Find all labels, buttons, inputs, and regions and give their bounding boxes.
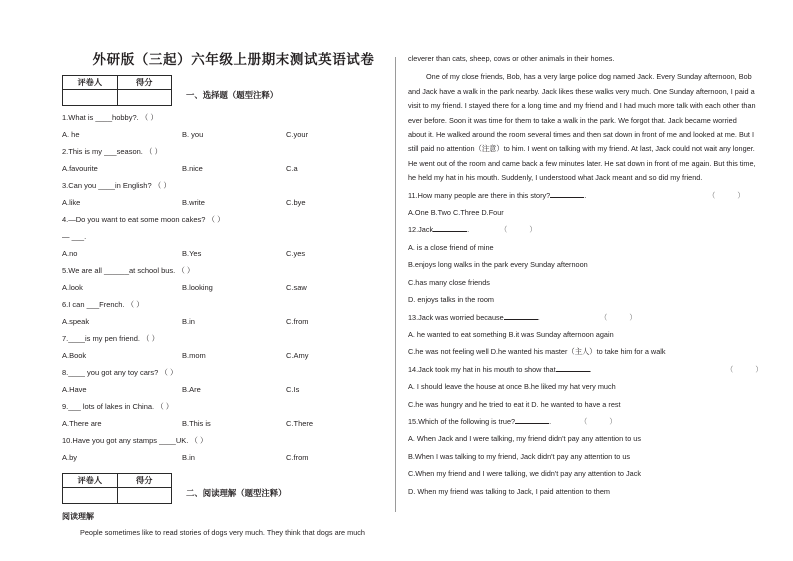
question-options-4 [62, 248, 387, 259]
option-6-b[interactable]: B.in [182, 317, 195, 326]
option-9-b[interactable]: B.This is [182, 419, 211, 428]
passage-paragraph-2: One of my close friends, Bob, has a very large police dog named Jack. Every Sunday afternoon, Bob and Jack have a walk in the park nearby. Jack likes these walks very much. One Sunday afternoon, I paid a visit to my friend. I stayed there for a long time and my friend and I had much more talk with each other than ever before. Soon it was time for them to take a walk in the park. We forgot that. Jack became worried about it. He walked around the room several times and then sat down in front of me and looked at me. But I still paid no attention（注意）to him. I went on talking with my friend. At last, Jack could not wait any longer. He went out of the room and came back a few minutes later. He sat down in front of me again. But this time, he held my hat in his mouth. Suddenly, I understood what Jack meant and so did my friend. [408, 72, 756, 183]
question-13-blank[interactable] [504, 312, 538, 320]
question-15-answer-bracket[interactable]: （ ） [580, 416, 627, 426]
question-15-period: . [549, 416, 552, 426]
score-table-header-grader: 评卷人 [63, 76, 118, 90]
page-title: 外研版（三起）六年级上册期末测试英语试卷 [92, 52, 375, 68]
question-15-option-c[interactable]: C.When my friend and I were talking, we didn't pay any attention to Jack [408, 469, 641, 479]
question-stem-9: 9.___ lots of lakes in China. （ ） [62, 402, 174, 411]
option-8-a[interactable]: A.Have [62, 385, 87, 394]
question-15-option-a[interactable]: A. When Jack and I were talking, my friend didn't pay any attention to us [408, 434, 641, 444]
question-stem-4-answer-line: — ___. [62, 232, 87, 241]
question-options-7 [62, 350, 387, 361]
option-4-c[interactable]: C.yes [286, 249, 306, 258]
question-stem-14 [408, 363, 773, 377]
question-12-option-a[interactable]: A. is a close friend of mine [408, 242, 494, 252]
question-13-period: . [537, 312, 540, 322]
score-table-cell-score[interactable] [117, 90, 172, 106]
question-11-answer-bracket[interactable]: （ ） [708, 190, 755, 200]
option-7-c[interactable]: C.Amy [286, 351, 309, 360]
option-10-c[interactable]: C.from [286, 453, 309, 462]
question-12-text: 12.Jack [408, 225, 434, 235]
question-13-options-cd[interactable]: C.he was not feeling well D.he wanted his master（主人）to take him for a walk [408, 347, 666, 357]
question-stem-10: 10.Have you got any stamps ____UK. （ ） [62, 436, 208, 445]
score-block-section-1 [62, 75, 387, 106]
passage-line-1: People sometimes like to read stories of dogs very much. They think that dogs are much [80, 528, 365, 537]
option-2-a[interactable]: A.favourite [62, 164, 98, 173]
question-11-options[interactable]: A.One B.Two C.Three D.Four [408, 208, 504, 218]
question-stem-5: 5.We are all ______at school bus. （ ） [62, 266, 195, 275]
option-2-b[interactable]: B.nice [182, 164, 203, 173]
option-3-a[interactable]: A.like [62, 198, 81, 207]
score-table-header-score: 得分 [117, 76, 172, 90]
question-stem-12 [408, 223, 756, 237]
question-12-answer-bracket[interactable]: （ ） [500, 225, 547, 235]
question-14-text: 14.Jack took my hat in his mouth to show that [408, 364, 556, 374]
question-stem-6: 6.I can ___French. （ ） [62, 300, 144, 309]
column-divider [395, 57, 396, 512]
option-9-c[interactable]: C.There [286, 419, 314, 428]
table-row [63, 90, 172, 106]
score-table-1 [62, 75, 172, 106]
right-column [408, 48, 773, 499]
option-10-a[interactable]: A.by [62, 453, 78, 462]
question-options-10 [62, 452, 387, 463]
passage-line-2: cleverer than cats, sheep, cows or other animals in their homes. [408, 54, 615, 63]
question-15-blank[interactable] [515, 416, 552, 426]
option-6-a[interactable]: A.speak [62, 317, 90, 326]
question-stem-7: 7.____is my pen friend. （ ） [62, 334, 160, 343]
question-12-blank[interactable] [433, 224, 470, 235]
table-row [63, 488, 172, 504]
score-table-2 [62, 473, 172, 504]
option-1-b[interactable]: B. you [182, 130, 204, 139]
option-7-a[interactable]: A.Book [62, 351, 87, 360]
question-options-8 [62, 384, 387, 395]
question-14-options-cd[interactable]: C.he was hungry and he tried to eat it D. he wanted to have a rest [408, 399, 621, 409]
question-12-option-c[interactable]: C.has many close friends [408, 277, 490, 287]
question-11-period: . [584, 190, 587, 200]
score-table-header-grader-2: 评卷人 [63, 474, 118, 488]
option-4-a[interactable]: A.no [62, 249, 78, 258]
question-stem-4: 4.—Do you want to eat some moon cakes? （ ） [62, 215, 225, 224]
option-3-b[interactable]: B.write [182, 198, 205, 207]
question-15-text: 15.Which of the following is true? [408, 416, 516, 426]
score-table-cell-score-2[interactable] [117, 488, 172, 504]
section-heading-1: 一、选择题（题型注释） [186, 90, 279, 100]
question-options-5 [62, 282, 387, 293]
question-12-period: . [467, 225, 470, 235]
score-table-header-score-2: 得分 [117, 474, 172, 488]
option-1-a[interactable]: A. he [62, 130, 80, 139]
score-table-cell-grader[interactable] [63, 90, 118, 106]
option-6-c[interactable]: C.from [286, 317, 309, 326]
option-4-b[interactable]: B.Yes [182, 249, 202, 258]
question-options-1 [62, 129, 387, 140]
reading-comprehension-label: 阅读理解 [62, 511, 94, 521]
question-options-3 [62, 197, 387, 208]
question-stem-15 [408, 415, 756, 429]
option-8-b[interactable]: B.Are [182, 385, 201, 394]
question-14-blank[interactable] [556, 364, 590, 372]
question-stem-1: 1.What is ____hobby?. （ ） [62, 113, 158, 122]
option-8-c[interactable]: C.Is [286, 385, 300, 394]
question-14-options-ab[interactable]: A. I should leave the house at once B.he liked my hat very much [408, 382, 616, 392]
option-2-c[interactable]: C.a [286, 164, 298, 173]
score-table-cell-grader-2[interactable] [63, 488, 118, 504]
option-1-c[interactable]: C.your [286, 130, 309, 139]
question-options-9 [62, 418, 387, 429]
left-column [62, 48, 387, 540]
table-row [63, 474, 172, 488]
question-13-text: 13.Jack was worried because [408, 312, 504, 322]
question-13-answer-bracket[interactable]: （ ） [600, 312, 647, 322]
option-5-c[interactable]: C.saw [286, 283, 307, 292]
question-stem-3: 3.Can you ____in English? （ ） [62, 181, 171, 190]
question-15-option-d[interactable]: D. When my friend was talking to Jack, I paid attention to them [408, 486, 610, 496]
option-5-a[interactable]: A.look [62, 283, 83, 292]
question-stem-2: 2.This is my ___season. （ ） [62, 147, 163, 156]
table-row [63, 76, 172, 90]
question-14-answer-bracket[interactable]: （ ） [726, 364, 773, 374]
question-12-option-d[interactable]: D. enjoys talks in the room [408, 295, 494, 305]
question-stem-11 [408, 189, 756, 203]
option-7-b[interactable]: B.mom [182, 351, 206, 360]
option-3-c[interactable]: C.bye [286, 198, 306, 207]
question-11-text: 11.How many people are there in this story? [408, 190, 551, 200]
question-stem-13 [408, 311, 756, 325]
question-11-blank[interactable] [550, 190, 587, 200]
question-15-option-b[interactable]: B.When I was talking to my friend, Jack didn't pay any attention to us [408, 451, 631, 461]
question-13-options-ab[interactable]: A. he wanted to eat something B.it was Sunday afternoon again [408, 329, 614, 339]
option-5-b[interactable]: B.looking [182, 283, 213, 292]
section-heading-2: 二、阅读理解（题型注释） [186, 488, 287, 498]
score-block-section-2 [62, 473, 387, 504]
question-options-6 [62, 316, 387, 327]
option-10-b[interactable]: B.in [182, 453, 195, 462]
question-options-2 [62, 163, 387, 174]
option-9-a[interactable]: A.There are [62, 419, 102, 428]
question-12-option-b[interactable]: B.enjoys long walks in the park every Sunday afternoon [408, 260, 588, 270]
question-14-period: . [589, 364, 592, 374]
question-stem-8: 8.____ you got any toy cars? （ ） [62, 368, 178, 377]
